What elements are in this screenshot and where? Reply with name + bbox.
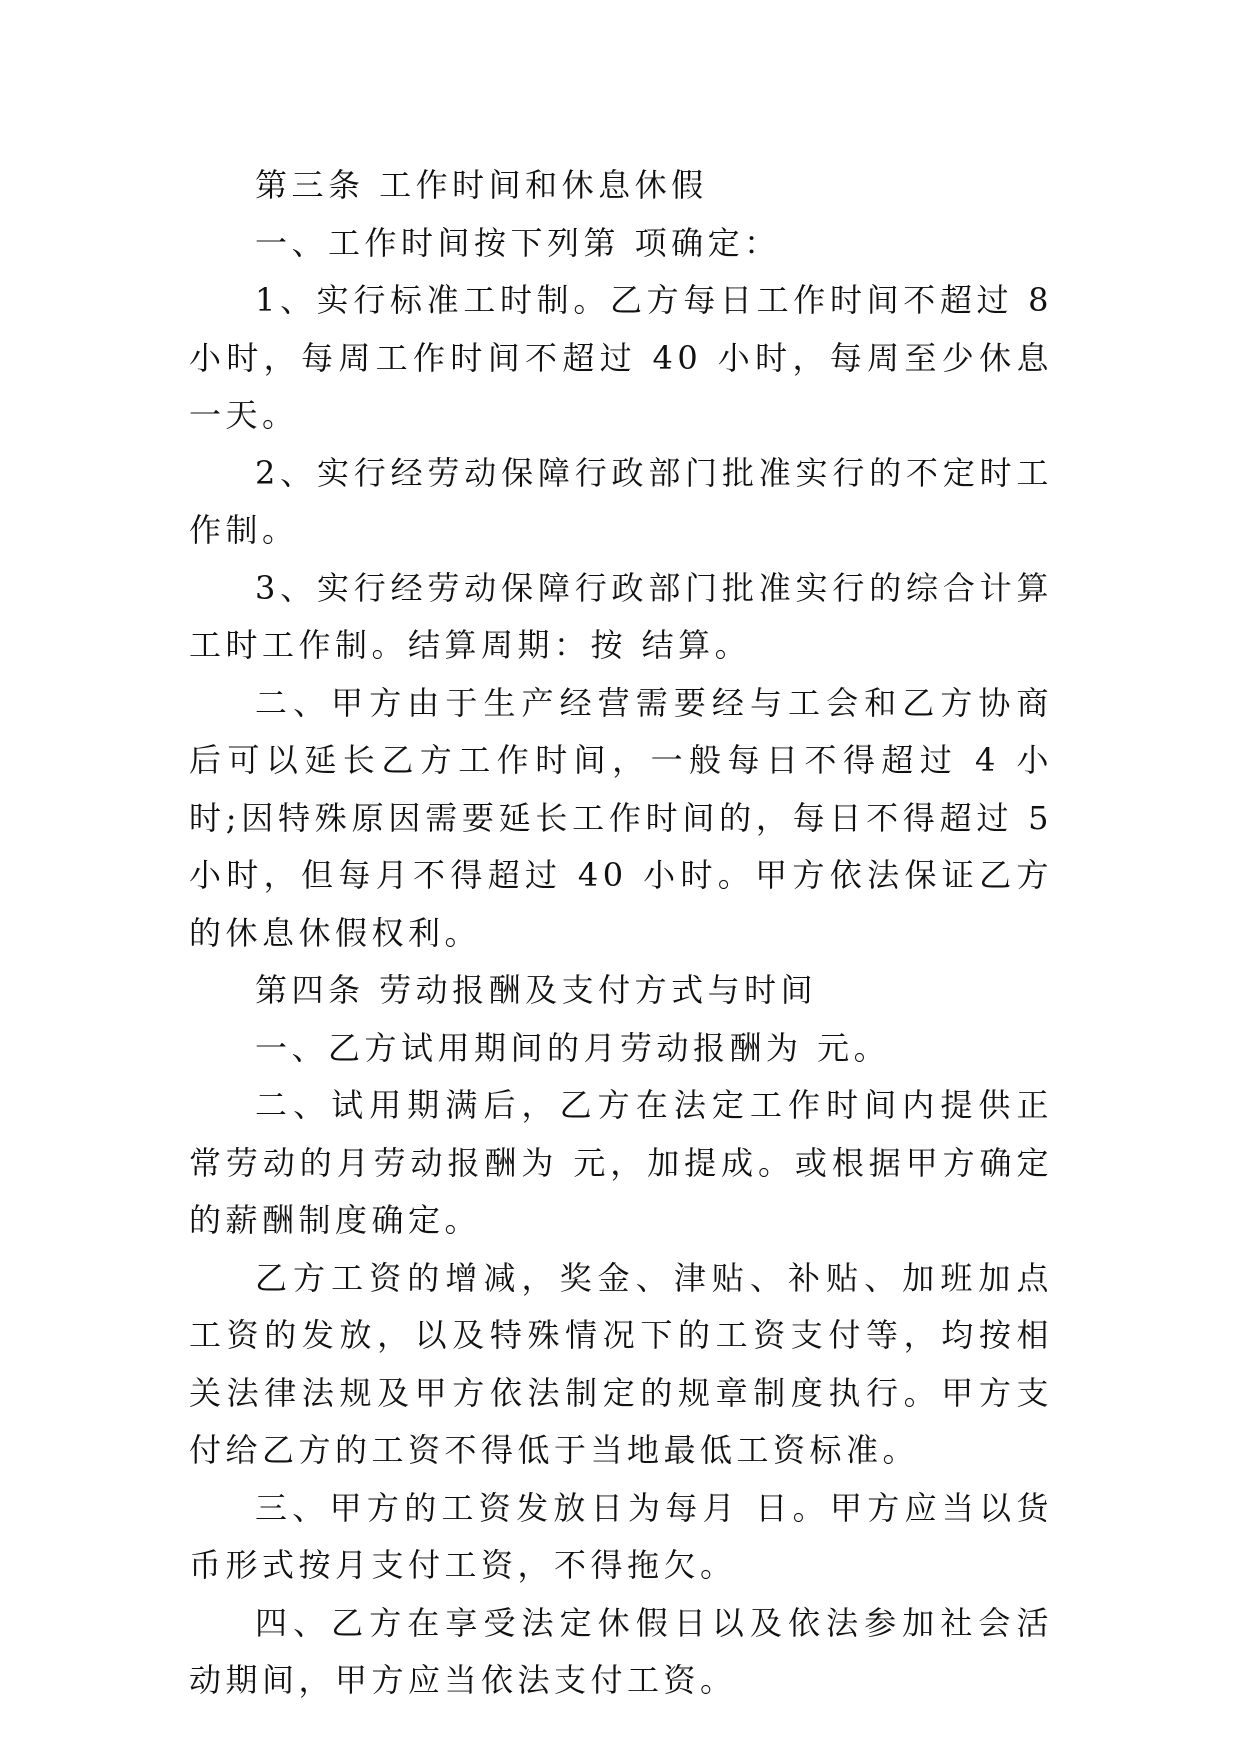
- paragraph: 二、甲方由于生产经营需要经与工会和乙方协商后可以延长乙方工作时间，一般每日不得超过 4 小时;因特殊原因需要延长工作时间的，每日不得超过 5 小时，但每月不得超过 40 小时。甲方依法保证乙方的休息休假权利。: [189, 683, 1053, 952]
- heading-article-3: 第三条 工作时间和休息休假: [255, 166, 708, 204]
- paragraph: 一、工作时间按下列第 项确定：: [255, 223, 781, 262]
- paragraph: 二、试用期满后，乙方在法定工作时间内提供正常劳动的月劳动报酬为 元，加提成。或根据甲方确定的薪酬制度确定。: [189, 1086, 1053, 1239]
- paragraph: 2、实行经劳动保障行政部门批准实行的不定时工作制。: [189, 453, 1053, 549]
- paragraph: 一、乙方试用期间的月劳动报酬为 元。: [255, 1028, 891, 1067]
- paragraph: 三、甲方的工资发放日为每月 日。甲方应当以货币形式按月支付工资，不得拖欠。: [189, 1488, 1053, 1584]
- heading-article-4: 第四条 劳动报酬及支付方式与时间: [255, 971, 818, 1009]
- document-body: [189, 157, 1053, 1710]
- paragraph: 四、乙方在享受法定休假日以及依法参加社会活动期间，甲方应当依法支付工资。: [189, 1603, 1053, 1699]
- paragraph: 3、实行经劳动保障行政部门批准实行的综合计算工时工作制。结算周期：按 结算。: [189, 568, 1053, 664]
- paragraph: 乙方工资的增减，奖金、津贴、补贴、加班加点工资的发放，以及特殊情况下的工资支付等，均按相关法律法规及甲方依法制定的规章制度执行。甲方支付给乙方的工资不得低于当地最低工资标准。: [189, 1258, 1053, 1469]
- paragraph: 1、实行标准工时制。乙方每日工作时间不超过 8 小时，每周工作时间不超过 40 小时，每周至少休息一天。: [189, 281, 1053, 434]
